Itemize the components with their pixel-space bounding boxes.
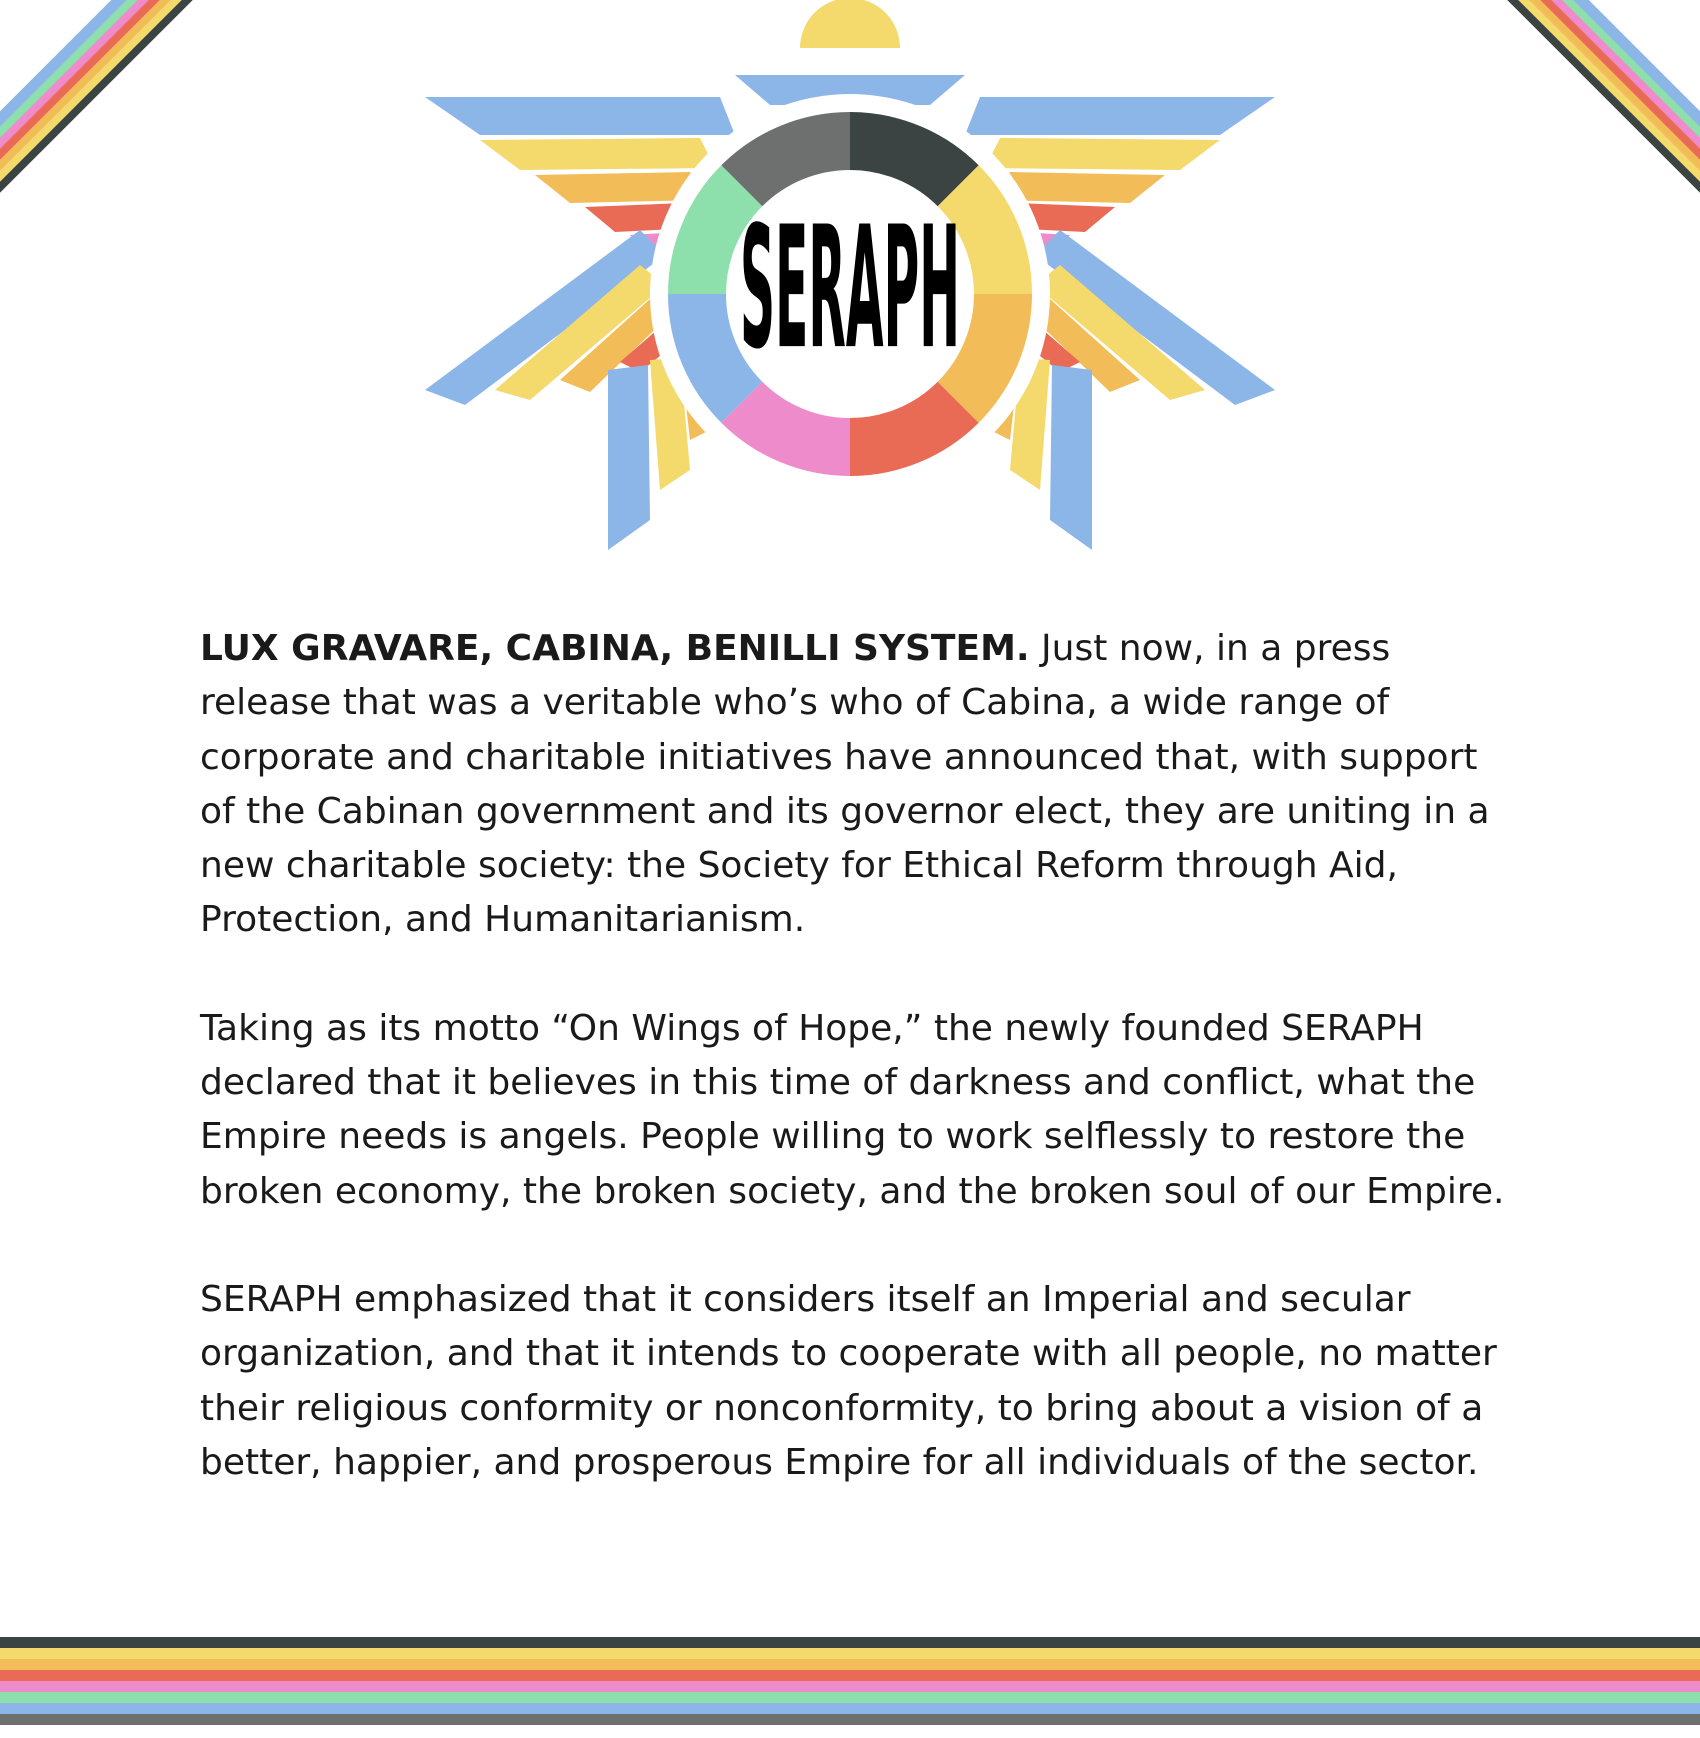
sun-icon	[800, 0, 900, 48]
stripe-2	[0, 1659, 1700, 1670]
stripe-6	[0, 1703, 1700, 1714]
stripe-0	[0, 1637, 1700, 1648]
paragraph-2: Taking as its motto “On Wings of Hope,” the newly founded SERAPH declared that it believes in this time of darkness and conflict, what the Empire needs is angels. People willing to work selflessly to restore the broken economy, the broken society, and the broken soul of our Empire.	[200, 1007, 1505, 1212]
dateline: LUX GRAVARE, CABINA, BENILLI SYSTEM.	[200, 628, 1030, 669]
bottom-stripes	[0, 1637, 1700, 1738]
stripe-4	[0, 1681, 1700, 1692]
stripe-1	[0, 1648, 1700, 1659]
stripe-7	[0, 1714, 1700, 1725]
seraph-emblem	[0, 0, 1700, 580]
article-body	[200, 622, 1520, 1544]
stripe-3	[0, 1670, 1700, 1681]
paragraph-1	[200, 622, 1520, 948]
paragraph-1-body: Just now, in a press release that was a veritable who’s who of Cabina, a wide range of corporate and charitable initiatives have announced that, with support of the Cabinan government and its governor elect, they are uniting in a new charitable society: the Society for Ethical Reform through Aid, Protection, and Humanitarianism.	[200, 628, 1490, 941]
stripe-5	[0, 1692, 1700, 1703]
paragraph-3: SERAPH emphasized that it considers itself an Imperial and secular organization, and that it intends to cooperate with all people, no matter their religious conformity or nonconformity, to bring about a vision of a better, happier, and prosperous Empire for all individuals of the sector.	[200, 1278, 1497, 1483]
logo-wordmark: SERAPH	[739, 189, 960, 387]
